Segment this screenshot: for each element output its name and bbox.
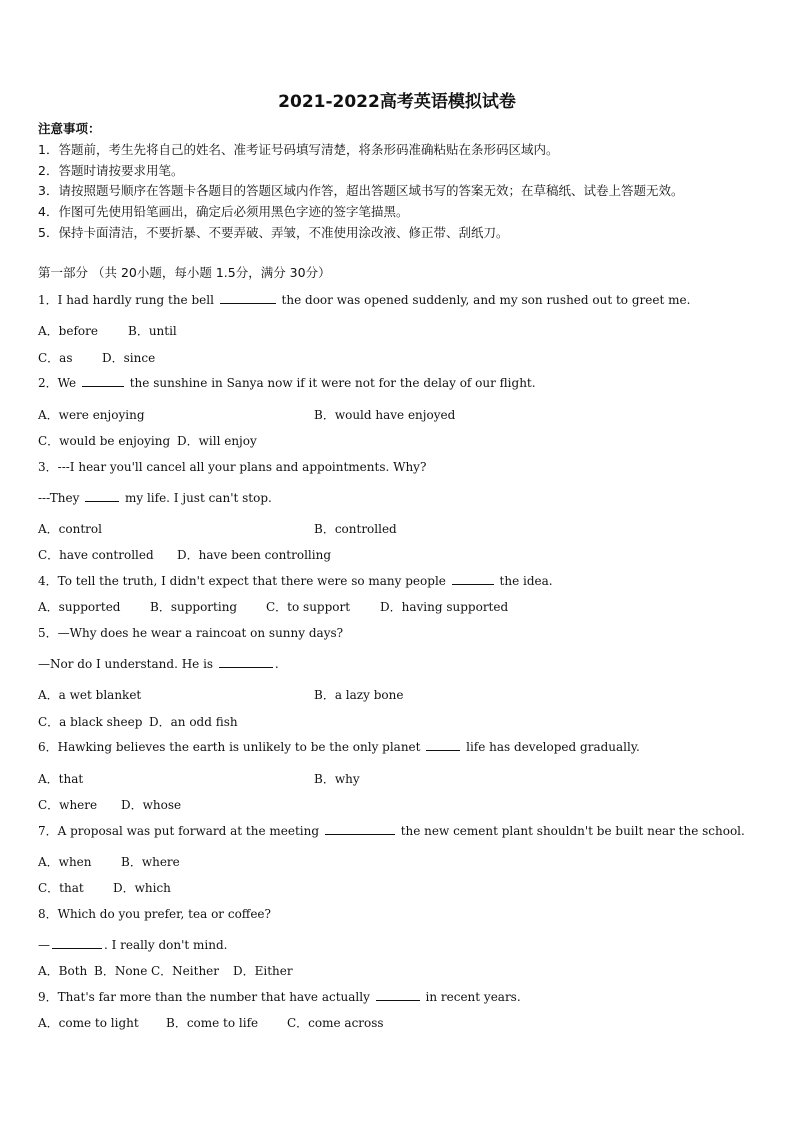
option-b[interactable]: B．come to life (166, 1016, 259, 1030)
option-b[interactable]: B．None (94, 964, 148, 978)
section-heading: 第一部分 （共 20小题，每小题 1.5分，满分 30分） (38, 265, 331, 280)
question-text: . I really don't mind. (104, 938, 228, 952)
question-text: the idea. (495, 574, 553, 588)
option-b[interactable]: B．controlled (314, 522, 397, 536)
answer-blank (52, 937, 102, 949)
option-a[interactable]: A．Both (38, 964, 88, 978)
question-text: the sunshine in Sanya now if it were not for the delay of our flight. (125, 376, 536, 390)
question-text: the new cement plant shouldn't be built near the school. (396, 824, 745, 838)
option-c[interactable]: C．Neither (151, 964, 220, 978)
option-b[interactable]: B．until (128, 324, 177, 338)
question-6 (38, 739, 640, 755)
question-text: 9．That's far more than the number that have actually (38, 990, 374, 1004)
option-d[interactable]: D．having supported (380, 600, 509, 614)
question-text: 7．A proposal was put forward at the meeting (38, 824, 323, 838)
question-text: —Nor do I understand. He is (38, 657, 217, 671)
notice-item: 2．答题时请按要求用笔。 (38, 163, 184, 178)
question-text: — (38, 938, 50, 952)
option-c[interactable]: C．to support (266, 600, 351, 614)
option-a[interactable]: A．that (38, 772, 84, 786)
option-c[interactable]: C．would be enjoying (38, 434, 171, 448)
question-5-reply (38, 656, 279, 672)
option-c[interactable]: C．come across (287, 1016, 384, 1030)
notice-heading: 注意事项： (38, 121, 101, 136)
option-d[interactable]: D．will enjoy (177, 434, 257, 448)
answer-blank (82, 375, 124, 387)
option-d[interactable]: D．Either (233, 964, 293, 978)
page-title: 2021-2022高考英语模拟试卷 (278, 92, 516, 112)
question-text: 6．Hawking believes the earth is unlikely to be the only planet (38, 740, 425, 754)
question-text: 2．We (38, 376, 80, 390)
answer-blank (376, 989, 420, 1001)
option-a[interactable]: A．supported (38, 600, 121, 614)
question-text: the door was opened suddenly, and my son rushed out to greet me. (277, 293, 691, 307)
option-b[interactable]: B．why (314, 772, 360, 786)
question-1 (38, 292, 690, 308)
option-d[interactable]: D．whose (121, 798, 182, 812)
option-d[interactable]: D．an odd fish (149, 715, 238, 729)
question-5: 5．—Why does he wear a raincoat on sunny days? (38, 626, 344, 640)
question-9 (38, 989, 521, 1005)
question-8-reply (38, 937, 227, 953)
question-text: in recent years. (421, 990, 521, 1004)
option-a[interactable]: A．when (38, 855, 92, 869)
question-7 (38, 823, 745, 839)
question-8: 8．Which do you prefer, tea or coffee? (38, 907, 271, 921)
question-2 (38, 375, 536, 391)
option-a[interactable]: A．a wet blanket (38, 688, 142, 702)
notice-item: 3．请按照题号顺序在答题卡各题目的答题区域内作答，超出答题区域书写的答案无效；在草稿纸、试卷上答题无效。 (38, 183, 684, 198)
option-d[interactable]: D．have been controlling (177, 548, 332, 562)
answer-blank (85, 490, 119, 502)
question-4 (38, 573, 553, 589)
answer-blank (219, 656, 273, 668)
option-a[interactable]: A．before (38, 324, 98, 338)
question-text: 1．I had hardly rung the bell (38, 293, 218, 307)
option-a[interactable]: A．come to light (38, 1016, 139, 1030)
option-c[interactable]: C．a black sheep (38, 715, 143, 729)
notice-item: 1．答题前，考生先将自己的姓名、准考证号码填写清楚，将条形码准确粘贴在条形码区域内。 (38, 142, 559, 157)
option-b[interactable]: B．supporting (150, 600, 238, 614)
option-a[interactable]: A．control (38, 522, 102, 536)
notice-item: 4．作图可先使用铅笔画出，确定后必须用黑色字迹的签字笔描黑。 (38, 204, 409, 219)
option-b[interactable]: B．would have enjoyed (314, 408, 456, 422)
option-d[interactable]: D．which (113, 881, 171, 895)
question-text: ---They (38, 491, 84, 505)
answer-blank (220, 292, 276, 304)
option-c[interactable]: C．that (38, 881, 84, 895)
answer-blank (325, 823, 395, 835)
question-3: 3．---I hear you'll cancel all your plans and appointments. Why? (38, 460, 427, 474)
option-c[interactable]: C．have controlled (38, 548, 154, 562)
option-b[interactable]: B．where (121, 855, 180, 869)
option-a[interactable]: A．were enjoying (38, 408, 145, 422)
question-text: life has developed gradually. (462, 740, 640, 754)
question-text: 4．To tell the truth, I didn't expect that there were so many people (38, 574, 450, 588)
option-c[interactable]: C．where (38, 798, 98, 812)
notice-item: 5．保持卡面清洁，不要折暴、不要弄破、弄皱，不准使用涂改液、修正带、刮纸刀。 (38, 225, 509, 240)
answer-blank (426, 739, 460, 751)
answer-blank (452, 573, 494, 585)
option-b[interactable]: B．a lazy bone (314, 688, 404, 702)
option-d[interactable]: D．since (102, 351, 156, 365)
option-c[interactable]: C．as (38, 351, 73, 365)
question-text: . (274, 657, 279, 671)
question-3-reply (38, 490, 272, 506)
question-text: my life. I just can't stop. (121, 491, 272, 505)
